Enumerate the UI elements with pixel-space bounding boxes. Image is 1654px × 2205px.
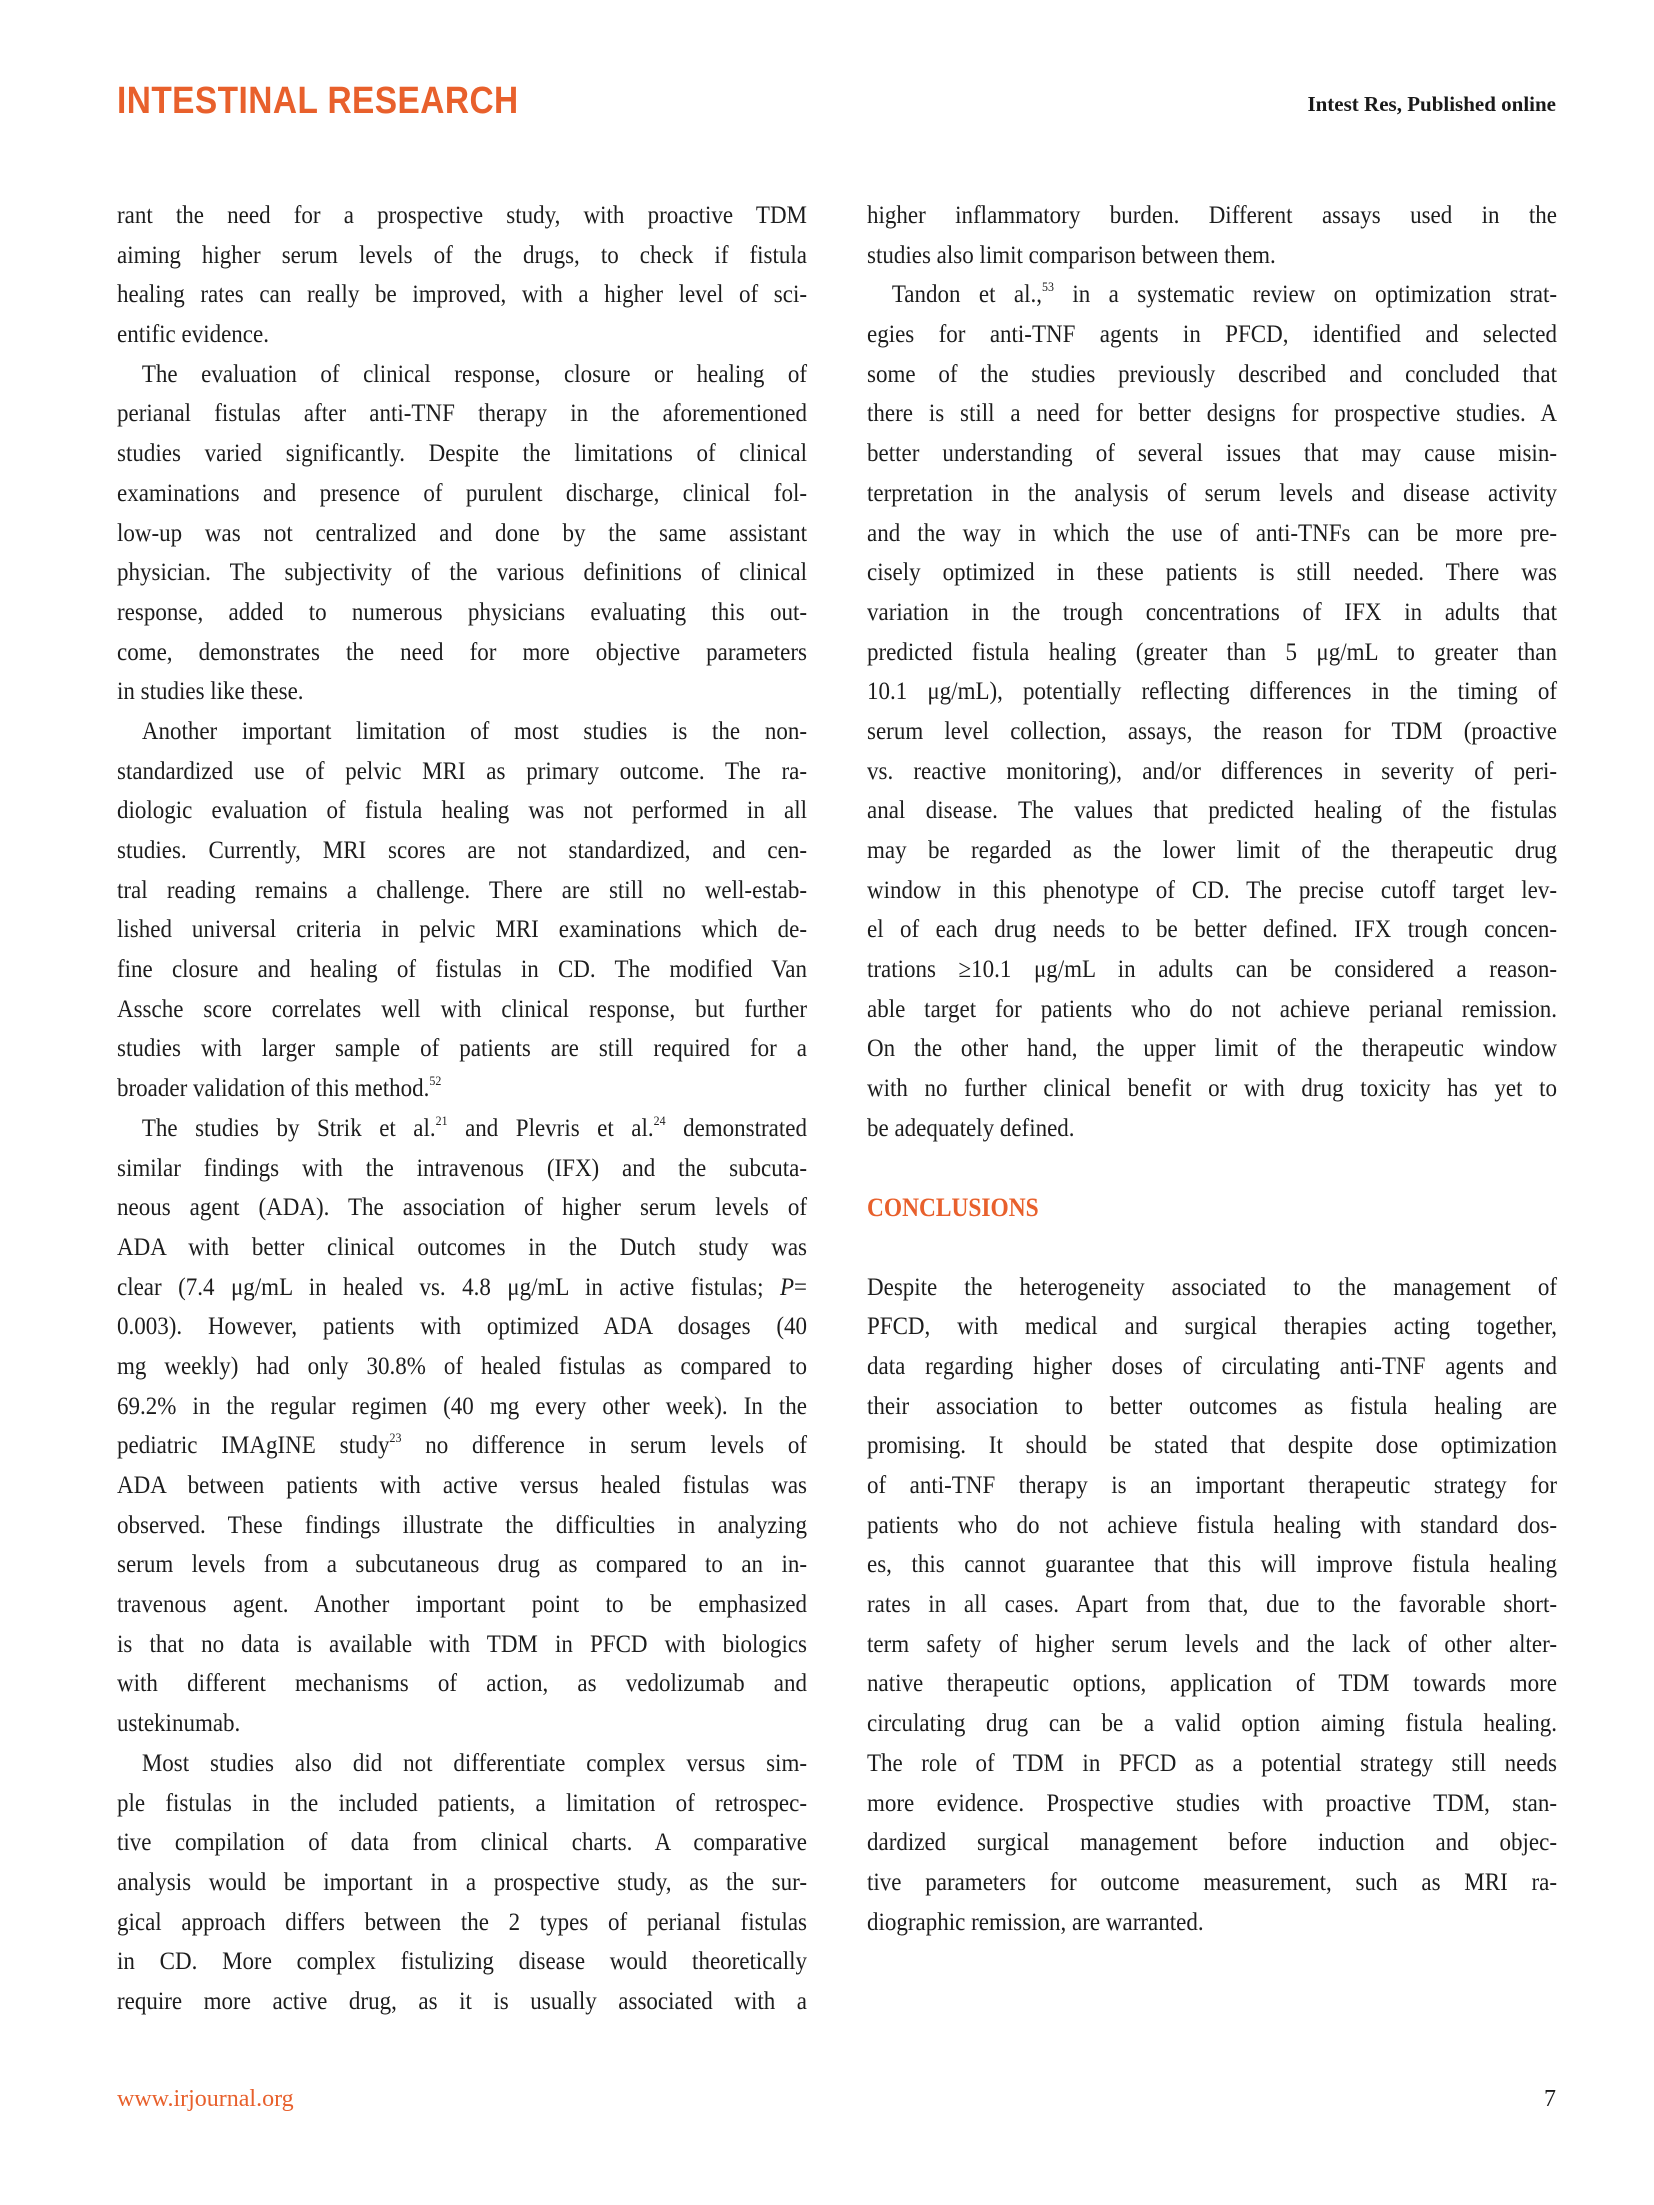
- text-line: [867, 712, 1557, 752]
- line-text: in a systematic review on optimization strat-: [1053, 281, 1557, 309]
- line-text: tive parameters for outcome measurement, such as MRI ra-: [867, 1868, 1557, 1896]
- text-line: [867, 1506, 1557, 1546]
- line-text: no difference in serum levels of: [401, 1432, 807, 1460]
- line-text: in studies like these.: [117, 678, 304, 706]
- text-line: [117, 1268, 807, 1308]
- text-line: [867, 1347, 1557, 1387]
- line-text: native therapeutic options, application of TDM towards more: [867, 1670, 1557, 1698]
- line-text: cisely optimized in these patients is still needed. There was: [867, 559, 1557, 587]
- line-text: come, demonstrates the need for more objective parameters: [117, 638, 807, 666]
- line-text: entific evidence.: [117, 321, 269, 349]
- text-line: [867, 355, 1557, 395]
- line-text: rant the need for a prospective study, with proactive TDM: [117, 202, 807, 229]
- line-text: response, added to numerous physicians evaluating this out-: [117, 598, 807, 626]
- line-text: aiming higher serum levels of the drugs, to check if fistula: [117, 241, 807, 269]
- line-text: tral reading remains a challenge. There are still no well-estab-: [117, 876, 807, 904]
- line-text: similar findings with the intravenous (IFX) and the subcuta-: [117, 1154, 807, 1182]
- journal-website-link[interactable]: www.irjournal.org: [117, 2086, 294, 2112]
- text-line: [117, 1506, 807, 1546]
- text-line: [867, 474, 1557, 514]
- text-line: [117, 1109, 807, 1149]
- text-line: [867, 871, 1557, 911]
- text-line: [867, 275, 1557, 315]
- text-line: [867, 236, 1557, 276]
- left-column: [117, 196, 807, 2022]
- line-text: demonstrated: [665, 1114, 807, 1142]
- text-line: [867, 1863, 1557, 1903]
- text-line: [867, 1744, 1557, 1784]
- line-text: predicted fistula healing (greater than 5 μg/mL to greater than: [867, 638, 1557, 666]
- text-line: [867, 1823, 1557, 1863]
- text-line: [117, 1823, 807, 1863]
- line-text: 10.1 μg/mL), potentially reflecting differences in the timing of: [867, 678, 1557, 706]
- line-text: PFCD, with medical and surgical therapies acting together,: [867, 1313, 1557, 1341]
- line-text: On the other hand, the upper limit of the therapeutic window: [867, 1035, 1557, 1063]
- text-line: [117, 394, 807, 434]
- line-text: able target for patients who do not achieve perianal remission.: [867, 995, 1557, 1023]
- line-text: gical approach differs between the 2 types of perianal fistulas: [117, 1908, 807, 1936]
- text-line: [117, 1545, 807, 1585]
- right-column-body-top: [867, 196, 1557, 1149]
- line-text: neous agent (ADA). The association of higher serum levels of: [117, 1194, 807, 1222]
- text-line: [117, 712, 807, 752]
- text-line: [867, 553, 1557, 593]
- journal-title: INTESTINAL RESEARCH: [117, 80, 519, 122]
- text-line: [117, 990, 807, 1030]
- section-spacer: [867, 1228, 1557, 1268]
- line-text: studies. Currently, MRI scores are not standardized, and cen-: [117, 837, 807, 864]
- text-line: [867, 1109, 1557, 1149]
- text-line: [117, 831, 807, 871]
- line-text: diologic evaluation of fistula healing was not performed in all: [117, 797, 807, 825]
- text-line: [117, 633, 807, 673]
- line-text: examinations and presence of purulent discharge, clinical fol-: [117, 479, 807, 507]
- text-line: [117, 950, 807, 990]
- line-text: window in this phenotype of CD. The precise cutoff target lev-: [867, 876, 1557, 904]
- citation-superscript: 24: [653, 1112, 666, 1128]
- text-line: [117, 1466, 807, 1506]
- line-text: The role of TDM in PFCD as a potential strategy still needs: [867, 1749, 1557, 1777]
- line-text: anal disease. The values that predicted healing of the fistulas: [867, 797, 1557, 825]
- line-text: The evaluation of clinical response, closure or healing of: [141, 360, 808, 388]
- text-line: [117, 553, 807, 593]
- text-line: [117, 871, 807, 911]
- text-line: [117, 434, 807, 474]
- line-text: Assche score correlates well with clinical response, but further: [117, 995, 807, 1023]
- line-text: The studies by Strik et al.: [141, 1114, 436, 1142]
- text-line: [867, 1664, 1557, 1704]
- text-line: [117, 1585, 807, 1625]
- text-line: [117, 791, 807, 831]
- text-line: [867, 1545, 1557, 1585]
- citation-superscript: 52: [429, 1073, 442, 1089]
- line-text: rates in all cases. Apart from that, due to the favorable short-: [867, 1591, 1557, 1619]
- text-line: [117, 1029, 807, 1069]
- text-line: [867, 791, 1557, 831]
- line-text: studies with larger sample of patients are still required for a: [117, 1035, 807, 1063]
- line-text: is that no data is available with TDM in PFCD with biologics: [117, 1630, 807, 1658]
- text-line: [117, 593, 807, 633]
- text-line: [117, 1863, 807, 1903]
- line-text: perianal fistulas after anti-TNF therapy in the aforementioned: [117, 400, 807, 428]
- text-line: [117, 1903, 807, 1943]
- text-line: [117, 275, 807, 315]
- text-line: [117, 1188, 807, 1228]
- line-text: term safety of higher serum levels and the lack of other alter-: [867, 1630, 1557, 1658]
- line-text: may be regarded as the lower limit of the therapeutic drug: [867, 837, 1557, 864]
- text-line: [117, 1228, 807, 1268]
- page-number: 7: [1544, 2086, 1556, 2112]
- text-line: [867, 1307, 1557, 1347]
- text-line: [117, 236, 807, 276]
- line-text: mg weekly) had only 30.8% of healed fistulas as compared to: [117, 1352, 807, 1380]
- section-heading-conclusions: CONCLUSIONS: [867, 1193, 1039, 1223]
- line-text: studies varied significantly. Despite the limitations of clinical: [117, 440, 807, 468]
- text-line: [867, 1426, 1557, 1466]
- text-line: [117, 355, 807, 395]
- line-text: analysis would be important in a prospective study, as the sur-: [117, 1868, 807, 1896]
- line-text: promising. It should be stated that despite dose optimization: [867, 1432, 1557, 1460]
- text-line: [867, 1704, 1557, 1744]
- line-text: egies for anti-TNF agents in PFCD, identified and selected: [867, 321, 1557, 349]
- citation-superscript: 53: [1041, 279, 1054, 295]
- text-line: [867, 831, 1557, 871]
- text-line: [867, 1387, 1557, 1427]
- text-line: [867, 1585, 1557, 1625]
- line-text: serum level collection, assays, the reason for TDM (proactive: [867, 717, 1557, 745]
- text-line: [867, 593, 1557, 633]
- line-text: with no further clinical benefit or with drug toxicity has yet to: [867, 1075, 1557, 1103]
- line-text: more evidence. Prospective studies with proactive TDM, stan-: [867, 1789, 1557, 1817]
- text-line: [117, 1784, 807, 1824]
- line-text: el of each drug needs to be better defined. IFX trough concen-: [867, 916, 1557, 944]
- line-text: Tandon et al.,: [891, 281, 1042, 309]
- line-text: terpretation in the analysis of serum levels and disease activity: [867, 479, 1557, 507]
- text-line: [867, 990, 1557, 1030]
- line-text: in CD. More complex fistulizing disease would theoretically: [117, 1948, 807, 1976]
- text-line: [867, 315, 1557, 355]
- line-text: diographic remission, are warranted.: [867, 1908, 1204, 1936]
- line-text: circulating drug can be a valid option aiming fistula healing.: [867, 1710, 1557, 1738]
- text-line: [867, 434, 1557, 474]
- text-line: [867, 1069, 1557, 1109]
- text-line: [867, 1625, 1557, 1665]
- line-text: 69.2% in the regular regimen (40 mg every other week). In the: [117, 1392, 807, 1420]
- line-text: physician. The subjectivity of the various definitions of clinical: [117, 559, 807, 587]
- text-line: [867, 1268, 1557, 1308]
- line-text: trations ≥10.1 μg/mL in adults can be considered a reason-: [867, 956, 1557, 984]
- citation-superscript: 23: [389, 1430, 402, 1446]
- text-line: [117, 514, 807, 554]
- line-text: tive compilation of data from clinical charts. A comparative: [117, 1829, 807, 1857]
- line-text: some of the studies previously described and concluded that: [867, 360, 1557, 388]
- text-line: [117, 196, 807, 236]
- line-text: serum levels from a subcutaneous drug as compared to an in-: [117, 1551, 807, 1579]
- line-text: studies also limit comparison between them.: [867, 241, 1276, 269]
- line-text: clear (7.4 μg/mL in healed vs. 4.8 μg/mL in active fistulas;: [117, 1273, 780, 1301]
- text-line: [117, 672, 807, 712]
- line-text: of anti-TNF therapy is an important therapeutic strategy for: [867, 1472, 1557, 1499]
- text-line: [117, 1426, 807, 1466]
- line-text: be adequately defined.: [867, 1114, 1075, 1142]
- line-text: data regarding higher doses of circulating anti-TNF agents and: [867, 1352, 1557, 1380]
- line-text: better understanding of several issues that may cause misin-: [867, 440, 1557, 468]
- text-line: [867, 1029, 1557, 1069]
- italic-symbol: P: [779, 1273, 795, 1301]
- line-text: with different mechanisms of action, as vedolizumab and: [117, 1670, 807, 1698]
- text-line: [117, 1307, 807, 1347]
- text-line: [867, 950, 1557, 990]
- text-line: [117, 752, 807, 792]
- text-line: [117, 1347, 807, 1387]
- line-text: ADA with better clinical outcomes in the Dutch study was: [117, 1233, 807, 1261]
- line-text: Most studies also did not differentiate complex versus sim-: [141, 1749, 808, 1777]
- text-line: [117, 1387, 807, 1427]
- text-line: [117, 1982, 807, 2022]
- line-text: ple fistulas in the included patients, a limitation of retrospec-: [117, 1789, 807, 1817]
- line-text: vs. reactive monitoring), and/or differences in severity of peri-: [867, 757, 1557, 785]
- line-text: require more active drug, as it is usually associated with a: [117, 1987, 807, 2015]
- line-text: and the way in which the use of anti-TNFs can be more pre-: [867, 519, 1557, 547]
- text-line: [867, 514, 1557, 554]
- line-text: observed. These findings illustrate the difficulties in analyzing: [117, 1511, 807, 1539]
- line-text: variation in the trough concentrations of IFX in adults that: [867, 598, 1557, 626]
- text-line: [867, 196, 1557, 236]
- text-line: [867, 1784, 1557, 1824]
- line-text: lished universal criteria in pelvic MRI examinations which de-: [117, 916, 807, 944]
- section-spacer: [867, 1149, 1557, 1189]
- citation-superscript: 21: [435, 1112, 448, 1128]
- text-line: [117, 1625, 807, 1665]
- line-text: es, this cannot guarantee that this will improve fistula healing: [867, 1551, 1557, 1579]
- text-line: [867, 1466, 1557, 1506]
- line-text: standardized use of pelvic MRI as primary outcome. The ra-: [117, 757, 807, 785]
- line-text: their association to better outcomes as fistula healing are: [867, 1392, 1557, 1420]
- line-text: higher inflammatory burden. Different assays used in the: [867, 202, 1557, 229]
- text-line: [117, 1942, 807, 1982]
- text-line: [867, 752, 1557, 792]
- text-line: [117, 1664, 807, 1704]
- line-text: dardized surgical management before induction and objec-: [867, 1829, 1557, 1857]
- line-text: healing rates can really be improved, with a higher level of sci-: [117, 281, 807, 309]
- line-text: pediatric IMAgINE study: [117, 1432, 390, 1460]
- text-line: [867, 672, 1557, 712]
- line-text: Another important limitation of most studies is the non-: [141, 717, 808, 745]
- line-text: 0.003). However, patients with optimized ADA dosages (40: [117, 1313, 807, 1341]
- line-text: ustekinumab.: [117, 1710, 241, 1738]
- line-text: low-up was not centralized and done by the same assistant: [117, 519, 807, 547]
- text-line: [117, 1069, 807, 1109]
- text-line: [867, 1903, 1557, 1943]
- conclusions-body: [867, 1268, 1557, 1943]
- line-text: broader validation of this method.: [117, 1075, 430, 1103]
- right-column: [867, 196, 1557, 1942]
- line-text: =: [794, 1273, 807, 1301]
- text-line: [117, 1744, 807, 1784]
- line-text: fine closure and healing of fistulas in CD. The modified Van: [117, 956, 807, 984]
- text-line: [117, 910, 807, 950]
- line-text: and Plevris et al.: [447, 1114, 654, 1142]
- line-text: patients who do not achieve fistula healing with standard dos-: [867, 1511, 1557, 1539]
- line-text: there is still a need for better designs for prospective studies. A: [867, 400, 1557, 428]
- line-text: Despite the heterogeneity associated to the management of: [867, 1273, 1557, 1301]
- text-line: [117, 474, 807, 514]
- line-text: ADA between patients with active versus healed fistulas was: [117, 1472, 807, 1499]
- text-line: [117, 315, 807, 355]
- text-line: [117, 1704, 807, 1744]
- text-line: [867, 910, 1557, 950]
- citation-header: Intest Res, Published online: [1307, 92, 1556, 116]
- text-line: [117, 1149, 807, 1189]
- text-line: [867, 394, 1557, 434]
- text-line: [867, 633, 1557, 673]
- line-text: travenous agent. Another important point to be emphasized: [117, 1591, 807, 1619]
